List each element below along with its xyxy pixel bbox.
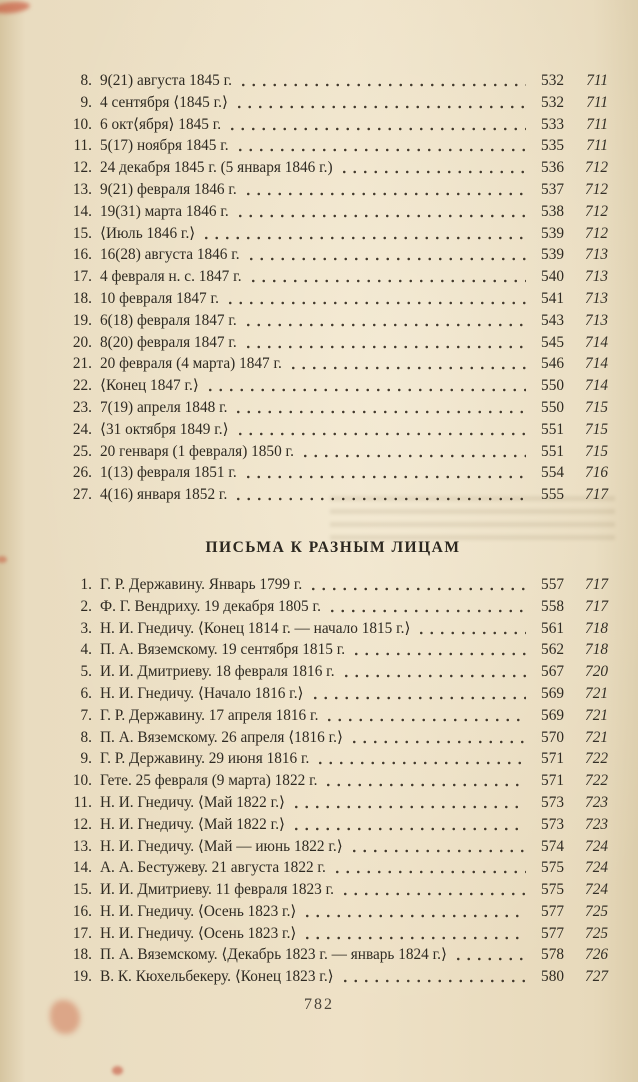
commentary-page-number: 727 — [585, 968, 608, 986]
entry-title: П. А. Вяземскому. 26 апреля ⟨1816 г.⟩ — [100, 728, 343, 746]
entry-title: 19(31) марта 1846 г. — [100, 202, 229, 220]
entry-title: 1(13) февраля 1851 г. — [100, 464, 237, 482]
entry-number: 14. — [72, 202, 92, 220]
text-page-number: 571 — [541, 750, 564, 768]
toc-row — [58, 114, 608, 136]
text-page-number: 561 — [541, 619, 564, 637]
dot-leader — [325, 596, 526, 618]
entry-number: 10. — [72, 115, 92, 133]
text-page-number: 539 — [541, 224, 564, 242]
toc-row — [58, 944, 608, 966]
toc-row — [58, 857, 608, 879]
dot-leader — [321, 770, 526, 792]
text-page-number: 557 — [541, 575, 564, 593]
commentary-page-number: 718 — [585, 641, 608, 659]
toc-row — [58, 814, 608, 836]
toc-row — [58, 441, 608, 463]
commentary-page-number: 723 — [585, 793, 608, 811]
dot-leader — [241, 462, 526, 484]
toc-row — [58, 748, 608, 770]
commentary-page-number: 711 — [586, 93, 608, 111]
text-page-number: 554 — [541, 464, 564, 482]
entry-number: 27. — [72, 486, 92, 504]
toc-row — [58, 332, 608, 354]
text-page-number: 540 — [541, 268, 564, 286]
dot-leader — [308, 683, 526, 705]
entry-number: 1. — [80, 575, 92, 593]
dot-leader — [241, 332, 526, 354]
entry-title: 5(17) ноября 1845 г. — [100, 137, 229, 155]
commentary-page-number: 721 — [585, 706, 608, 724]
entry-title: В. К. Кюхельбекеру. ⟨Конец 1823 г.⟩ — [100, 968, 334, 986]
entry-number: 15. — [72, 224, 92, 242]
entry-number: 9. — [80, 750, 92, 768]
dot-leader — [339, 661, 526, 683]
entry-title: Н. И. Гнедичу. ⟨Конец 1814 г. — начало 1815 г.⟩ — [100, 619, 411, 637]
toc-row — [58, 727, 608, 749]
dot-leader — [451, 944, 526, 966]
entry-title: Г. Р. Державину. 17 апреля 1816 г. — [100, 706, 319, 724]
toc-row — [58, 923, 608, 945]
entry-number: 7. — [80, 706, 92, 724]
text-page-number: 575 — [541, 859, 564, 877]
toc-row — [58, 966, 608, 988]
toc-row — [58, 310, 608, 332]
entry-number: 8. — [80, 728, 92, 746]
commentary-page-number: 718 — [585, 619, 608, 637]
text-page-number: 580 — [541, 968, 564, 986]
entry-number: 11. — [73, 137, 92, 155]
toc-row — [58, 705, 608, 727]
toc-row — [58, 375, 608, 397]
dot-leader — [289, 814, 526, 836]
text-page-number: 535 — [541, 137, 564, 155]
commentary-page-number: 711 — [586, 72, 608, 89]
entry-number: 25. — [72, 442, 92, 460]
entry-title: 4 сентября ⟨1845 г.⟩ — [100, 93, 228, 111]
dot-leader — [244, 244, 526, 266]
text-page-number: 569 — [541, 706, 564, 724]
red-stain-left-edge — [0, 556, 7, 563]
dot-leader — [347, 727, 526, 749]
section-heading: ПИСЬМА К РАЗНЫМ ЛИЦАМ — [205, 538, 461, 556]
toc-row — [58, 92, 608, 114]
commentary-page-number: 713 — [585, 311, 608, 329]
commentary-page-number: 715 — [585, 420, 608, 438]
toc-row — [58, 618, 608, 640]
entry-title: 8(20) февраля 1847 г. — [100, 333, 237, 351]
toc-row — [58, 770, 608, 792]
entry-number: 19. — [72, 311, 92, 329]
entry-title: ⟨Конец 1847 г.⟩ — [100, 377, 199, 395]
entry-title: 24 декабря 1845 г. (5 января 1846 г.) — [100, 159, 333, 177]
entry-number: 13. — [72, 837, 92, 855]
dot-leader — [199, 223, 526, 245]
text-page-number: 571 — [541, 772, 564, 790]
toc-row — [58, 836, 608, 858]
entry-title: Н. И. Гнедичу. ⟨Май 1822 г.⟩ — [100, 815, 285, 833]
commentary-page-number: 717 — [585, 597, 608, 615]
dot-leader — [414, 618, 526, 640]
entry-number: 22. — [72, 377, 92, 395]
entry-title: ⟨Июль 1846 г.⟩ — [100, 224, 196, 242]
toc-list-letters-continued — [58, 70, 608, 506]
entry-title: П. А. Вяземскому. ⟨Декабрь 1823 г. — январь 1824 г.⟩ — [100, 946, 447, 964]
entry-number: 21. — [72, 355, 92, 373]
dot-leader — [313, 748, 526, 770]
text-page-number: 570 — [541, 728, 564, 746]
dot-leader — [298, 441, 526, 463]
commentary-page-number: 713 — [585, 246, 608, 264]
text-page-number: 550 — [541, 398, 564, 416]
commentary-page-number: 724 — [585, 881, 608, 899]
entry-number: 16. — [72, 902, 92, 920]
entry-title: 9(21) февраля 1846 г. — [100, 180, 237, 198]
entry-title: Ф. Г. Вендриху. 19 декабря 1805 г. — [100, 597, 321, 615]
text-page-number: 578 — [541, 946, 564, 964]
entry-title: А. А. Бестужеву. 21 августа 1822 г. — [100, 859, 326, 877]
dot-leader — [338, 879, 526, 901]
dot-leader — [223, 288, 526, 310]
text-page-number: 533 — [541, 115, 564, 133]
commentary-page-number: 722 — [585, 750, 608, 768]
commentary-page-number: 714 — [585, 355, 608, 373]
dot-leader — [231, 397, 526, 419]
dot-leader — [225, 114, 526, 136]
entry-title: 10 февраля 1847 г. — [100, 289, 219, 307]
dot-leader — [306, 574, 526, 596]
entry-number: 14. — [72, 859, 92, 877]
text-page-number: 550 — [541, 377, 564, 395]
entry-title: 6(18) февраля 1847 г. — [100, 311, 237, 329]
entry-title: П. А. Вяземскому. 19 сентября 1815 г. — [100, 641, 346, 659]
dot-leader — [322, 705, 526, 727]
entry-number: 17. — [72, 924, 92, 942]
entry-number: 12. — [72, 159, 92, 177]
commentary-page-number: 725 — [585, 924, 608, 942]
commentary-page-number: 713 — [585, 268, 608, 286]
commentary-page-number: 712 — [585, 159, 608, 177]
toc-row — [58, 596, 608, 618]
entry-number: 20. — [72, 333, 92, 351]
commentary-page-number: 723 — [585, 815, 608, 833]
text-page-number: 551 — [541, 420, 564, 438]
toc-row — [58, 353, 608, 375]
commentary-page-number: 720 — [585, 663, 608, 681]
entry-number: 6. — [80, 684, 92, 702]
dot-leader — [286, 353, 526, 375]
text-page-number: 551 — [541, 442, 564, 460]
dot-leader — [337, 157, 526, 179]
commentary-page-number: 715 — [585, 398, 608, 416]
text-page-number: 532 — [541, 72, 564, 89]
entry-title: Гете. 25 февраля (9 марта) 1822 г. — [100, 772, 318, 790]
toc-row — [58, 879, 608, 901]
page-number-folio: 782 — [304, 996, 334, 1013]
entry-title: 6 окт⟨ября⟩ 1845 г. — [100, 115, 222, 133]
entry-title: Г. Р. Державину. Январь 1799 г. — [100, 575, 303, 593]
text-page-number: 577 — [541, 902, 564, 920]
entry-title: ⟨31 октября 1849 г.⟩ — [100, 420, 229, 438]
commentary-page-number: 724 — [585, 859, 608, 877]
toc-row — [58, 792, 608, 814]
commentary-page-number: 714 — [585, 377, 608, 395]
entry-number: 10. — [72, 772, 92, 790]
entry-number: 13. — [72, 180, 92, 198]
entry-number: 12. — [72, 815, 92, 833]
entry-title: Н. И. Гнедичу. ⟨Май 1822 г.⟩ — [100, 793, 285, 811]
entry-title: 16(28) августа 1846 г. — [100, 246, 240, 264]
dot-leader — [236, 70, 526, 92]
entry-title: И. И. Дмитриеву. 11 февраля 1823 г. — [100, 881, 334, 899]
toc-row — [58, 135, 608, 157]
entry-number: 19. — [72, 968, 92, 986]
entry-title: И. И. Дмитриеву. 18 февраля 1816 г. — [100, 663, 335, 681]
dot-leader — [246, 266, 526, 288]
dot-leader — [241, 179, 526, 201]
entry-number: 16. — [72, 246, 92, 264]
toc-list-letters-to-various-persons — [58, 574, 608, 988]
text-page-number: 537 — [541, 180, 564, 198]
commentary-page-number: 721 — [585, 684, 608, 702]
entry-number: 5. — [80, 663, 92, 681]
dot-leader — [233, 201, 526, 223]
entry-title: 7(19) апреля 1848 г. — [100, 398, 228, 416]
toc-row — [58, 574, 608, 596]
entry-number: 2. — [80, 597, 92, 615]
dot-leader — [330, 857, 526, 879]
toc-row — [58, 244, 608, 266]
entry-title: Г. Р. Державину. 29 июня 1816 г. — [100, 750, 310, 768]
commentary-page-number: 711 — [586, 115, 608, 133]
toc-row — [58, 661, 608, 683]
toc-row — [58, 683, 608, 705]
text-page-number: 575 — [541, 881, 564, 899]
commentary-page-number: 724 — [585, 837, 608, 855]
dot-leader — [203, 375, 526, 397]
entry-number: 18. — [72, 946, 92, 964]
dot-leader — [347, 836, 526, 858]
commentary-page-number: 715 — [585, 442, 608, 460]
entry-number: 17. — [72, 268, 92, 286]
entry-number: 3. — [80, 619, 92, 637]
dot-leader — [300, 923, 526, 945]
text-page-number: 569 — [541, 684, 564, 702]
entry-number: 23. — [72, 398, 92, 416]
text-page-number: 532 — [541, 93, 564, 111]
toc-row — [58, 201, 608, 223]
entry-number: 15. — [72, 881, 92, 899]
toc-row — [58, 266, 608, 288]
entry-title: Н. И. Гнедичу. ⟨Май — июнь 1822 г.⟩ — [100, 837, 343, 855]
table-of-contents — [58, 70, 608, 988]
dot-leader — [300, 901, 526, 923]
text-page-number: 541 — [541, 289, 564, 307]
commentary-page-number: 717 — [585, 575, 608, 593]
text-page-number: 573 — [541, 815, 564, 833]
entry-title: Н. И. Гнедичу. ⟨Начало 1816 г.⟩ — [100, 684, 304, 702]
commentary-page-number: 712 — [585, 202, 608, 220]
entry-number: 24. — [72, 420, 92, 438]
dot-leader — [338, 966, 526, 988]
text-page-number: 543 — [541, 311, 564, 329]
entry-number: 8. — [80, 72, 92, 89]
commentary-page-number: 716 — [585, 464, 608, 482]
commentary-page-number: 717 — [585, 486, 608, 504]
red-stain-top-left — [0, 0, 30, 15]
commentary-page-number: 721 — [585, 728, 608, 746]
text-page-number: 567 — [541, 663, 564, 681]
toc-row — [58, 179, 608, 201]
entry-number: 26. — [72, 464, 92, 482]
toc-row — [58, 223, 608, 245]
commentary-page-number: 712 — [585, 224, 608, 242]
toc-row — [58, 901, 608, 923]
text-page-number: 546 — [541, 355, 564, 373]
dot-leader — [233, 135, 526, 157]
text-page-number: 536 — [541, 159, 564, 177]
entry-title: 9(21) августа 1845 г. — [100, 72, 232, 89]
commentary-page-number: 714 — [585, 333, 608, 351]
entry-number: 4. — [80, 641, 92, 659]
entry-title: 20 генваря (1 февраля) 1850 г. — [100, 442, 294, 460]
entry-number: 18. — [72, 289, 92, 307]
text-page-number: 538 — [541, 202, 564, 220]
commentary-page-number: 713 — [585, 289, 608, 307]
dot-leader — [349, 639, 526, 661]
toc-row — [58, 419, 608, 441]
commentary-page-number: 725 — [585, 902, 608, 920]
commentary-page-number: 722 — [585, 772, 608, 790]
toc-row — [58, 288, 608, 310]
text-page-number: 573 — [541, 793, 564, 811]
commentary-page-number: 711 — [586, 137, 608, 155]
toc-row — [58, 397, 608, 419]
entry-title: 20 февраля (4 марта) 1847 г. — [100, 355, 282, 373]
text-page-number: 539 — [541, 246, 564, 264]
entry-number: 9. — [80, 93, 92, 111]
toc-row — [58, 639, 608, 661]
text-page-number: 545 — [541, 333, 564, 351]
red-stain-bottom-dot — [112, 1066, 123, 1075]
text-page-number: 562 — [541, 641, 564, 659]
dot-leader — [289, 792, 526, 814]
dot-leader — [241, 310, 526, 332]
commentary-page-number: 712 — [585, 180, 608, 198]
entry-title: Н. И. Гнедичу. ⟨Осень 1823 г.⟩ — [100, 924, 297, 942]
text-page-number: 574 — [541, 837, 564, 855]
toc-row — [58, 70, 608, 92]
entry-title: 4 февраля н. с. 1847 г. — [100, 268, 242, 286]
text-page-number: 558 — [541, 597, 564, 615]
text-page-number: 577 — [541, 924, 564, 942]
entry-title: 4(16) января 1852 г. — [100, 486, 228, 504]
dot-leader — [232, 92, 526, 114]
toc-row — [58, 462, 608, 484]
dot-leader — [233, 419, 526, 441]
toc-row — [58, 484, 608, 506]
text-page-number: 555 — [541, 486, 564, 504]
dot-leader — [231, 484, 526, 506]
commentary-page-number: 726 — [585, 946, 608, 964]
entry-title: Н. И. Гнедичу. ⟨Осень 1823 г.⟩ — [100, 902, 297, 920]
entry-number: 11. — [73, 793, 92, 811]
toc-row — [58, 157, 608, 179]
